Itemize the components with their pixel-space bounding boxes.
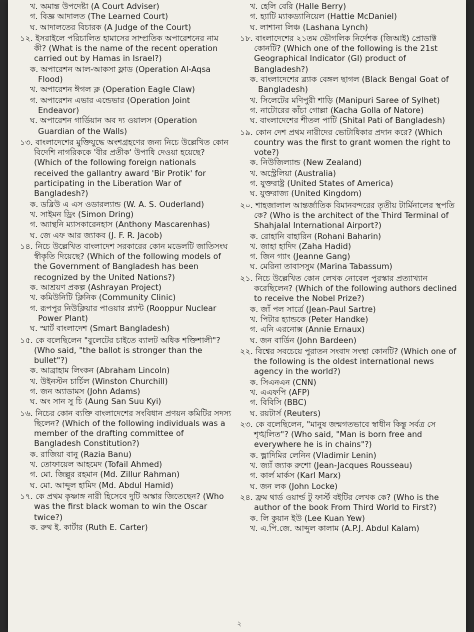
right-column	[240, 2, 458, 535]
question-block	[240, 493, 458, 534]
answer-option: ক. জাঁ পল সার্ত্রে (Jean-Paul Sartre)	[250, 304, 376, 314]
answer-option: ক. রোহানি বাহারিন (Rohani Baharin)	[250, 231, 382, 241]
answer-option: খ. সিলেটের মণিপুরী শাড়ি (Manipuri Saree of Sylhet)	[250, 95, 440, 105]
answer-option: খ. অমান্ত উপদেষ্টা (A Court Adviser)	[30, 2, 160, 11]
answer-option: ক. রাজিয়া বানু (Razia Banu)	[30, 449, 132, 459]
question-block	[240, 420, 458, 492]
answer-option: খ. হেলি বেরি (Halle Berry)	[250, 2, 347, 11]
answer-option: খ. পিটার হ্যান্ডকে (Peter Handke)	[250, 314, 369, 324]
answer-option: খ. তোফায়েল আহমেদ (Tofail Ahmed)	[30, 460, 163, 470]
answer-option: গ. জিন গ্যাং (Jeanne Gang)	[250, 252, 351, 262]
answer-option: ঘ. রয়টার্স (Reuters)	[250, 408, 321, 418]
exam-page	[8, 0, 466, 632]
answer-option: খ. অস্ট্রেলিয়া (Australia)	[250, 168, 337, 178]
question-block	[240, 347, 458, 419]
answer-option: ঘ. জন বার্ডিন (John Bardeen)	[250, 335, 357, 345]
answer-option: খ. অপারেশন ঈগল ক্ল (Operation Eagle Claw)	[30, 85, 196, 95]
question-block	[240, 34, 458, 127]
question-text: ২৪. ফ্রম থার্ড ওয়ার্ল্ড টু ফার্স্ট বইটির লেখক কে? (Who is the author of the book From Third World to First?)	[240, 492, 439, 513]
answer-option: ক. লি কুয়ান ইউ (Lee Kuan Yew)	[250, 513, 366, 523]
left-column	[20, 2, 232, 534]
answer-option: খ. জাহা হাদিদ (Zaha Hadid)	[250, 241, 352, 251]
question-block	[20, 2, 232, 33]
question-block	[240, 274, 458, 346]
question-text: ২৩. কে বলেছিলেন, "মানুষ জন্মগতভাবে স্বাধীন কিন্তু সর্বত্র সে শৃঙ্খলিত"? (Who said, "Man is born free and everywhere he is in chains"?)	[240, 419, 436, 450]
answer-option: ঘ. বাংলাদেশের শীতল পাটি (Shital Pati of Bangladesh)	[250, 116, 446, 126]
answer-option: গ. জন অ্যাডামস (John Adams)	[30, 386, 141, 396]
answer-option: খ. এ.পি.জে. আব্দুল কালাম (A.P.J. Abdul Kalam)	[250, 523, 420, 533]
answer-option: ঘ. মো. আব্দুল হামিদ (Md. Abdul Hamid)	[30, 480, 174, 490]
question-block	[240, 2, 458, 33]
question-text: ২২. বিশ্বের সবচেয়ে পুরাতন সংবাদ সংস্থা কোনটি? (Which one of the following is the oldest international news agency in the world?)	[240, 346, 457, 377]
question-text: ১৪. নিচে উল্লেখিত বাংলাদেশ সরকারের কোন মডেলটি জাতিসংঘ স্বীকৃতি দিয়েছে? (Which of the following models of the Government of Bangladesh has been recognized by the United Nations?)	[20, 241, 228, 282]
question-text: ১২. ইসরাইলে পরিচালিত হামাসের সাম্প্রতিক অপারেশনের নাম কী? (What is the name of the recent operation carried out by Hamas in Israel?)	[20, 33, 219, 64]
answer-option: ক. সিএনএন (CNN)	[250, 377, 317, 387]
answer-option: ঘ. স্মার্ট বাংলাদেশ (Smart Bangladesh)	[30, 324, 170, 334]
answer-option: গ. রূপপুর নিউক্লিয়ার পাওয়ার প্ল্যান্ট (Rooppur Nuclear Power Plant)	[30, 303, 217, 323]
question-block	[20, 138, 232, 241]
answer-option: খ. এএফপি (AFP)	[250, 387, 310, 397]
question-block	[240, 201, 458, 273]
answer-option: ঘ. যুক্তরাজ্য (United Kingdom)	[250, 189, 362, 199]
question-text: ২০. শাহজালাল আন্তর্জাতিক বিমানবন্দরের তৃতীয় টার্মিনালের স্থপতি কে? (Who is the architect of the Third Terminal of Shahjalal International Airport?)	[240, 200, 455, 231]
answer-option: গ. নাটোরের কাঁচা গোল্লা (Kacha Golla of Natore)	[250, 105, 424, 115]
answer-option: খ. উইনস্টন চার্চিল (Winston Churchill)	[30, 376, 168, 386]
answer-option: ক. রুথ ই. কার্টার (Ruth E. Carter)	[30, 522, 148, 532]
question-text: ১৮. বাংলাদেশের ২১তম ভৌগলিক নির্দেশক (জিআই) প্রোডাক্ট কোনটি? (Which one of the following is the 21st Geographical Indicator (GI) product of Bangladesh?)	[240, 33, 438, 74]
answer-option: খ. সাইমন ড্রিং (Simon Dring)	[30, 209, 134, 219]
answer-option: গ. যুক্তরাষ্ট্র (United States of America)	[250, 179, 394, 189]
answer-option: খ. জ্যাঁ জ্যাক রুশো (Jean-Jacques Rousseau)	[250, 461, 413, 471]
answer-option: ক. ডব্লিউ এ এস ওডারল্যান্ড (W. A. S. Ouderland)	[30, 199, 205, 209]
question-text: ১৯. কোন দেশ প্রথম নারীদের ভোটাধিকার প্রদান করে? (Which country was the first to grant women the right to vote?)	[240, 127, 451, 158]
question-text: ১৭. কে প্রথম কৃষ্ণাঙ্গ নারী হিসেবে দুটি অস্কার জিতেছেন? (Who was the first black woman to win the Oscar twice?)	[20, 491, 224, 522]
answer-option: গ. অপারেশন এভার এন্ডেভার (Operation Joint Endeavor)	[30, 95, 191, 115]
answer-option: ক. অপারেশন আল-আকসা ফ্লাড (Operation Al-Aqsa Flood)	[30, 64, 211, 85]
answer-option: ঘ. আদালতের বিচারক (A Judge of the Court)	[30, 22, 192, 32]
page-number: ২	[237, 620, 242, 628]
question-block	[20, 242, 232, 335]
answer-option: ক. ভ্লাদিমির লেনিন (Vladimir Lenin)	[250, 450, 377, 460]
question-text: ১৩. বাংলাদেশের মুক্তিযুদ্ধে অংশগ্রহণের জন্য নিচে উল্লেখিত কোন বিদেশি নাগরিককে 'বীর প্রতীক' উপাধি দেওয়া হয়েছে? (Which of the following foreign nationals received the gallantry award 'Bir Protik' for participating in the Liberation War of Bangladesh?)	[20, 137, 229, 199]
answer-option: খ. কমিউনিটি ক্লিনিক (Community Clinic)	[30, 293, 176, 303]
question-text: ১৬. নিচের কোন ব্যক্তি বাংলাদেশের সংবিধান প্রণয়ন কমিটির সদস্য ছিলেন? (Which of the following individuals was a member of the drafting committee of Bangladesh Constitution?)	[20, 408, 232, 449]
answer-option: ঘ. লাশানা লিঞ্চ (Lashana Lynch)	[250, 22, 369, 32]
answer-option: ক. আশ্রয়ণ প্রকল্প (Ashrayan Project)	[30, 283, 162, 293]
answer-option: গ. বিজ্ঞ আদালত (The Learned Court)	[30, 12, 169, 22]
answer-option: ঘ. অপারেশন গার্ডিয়ান অব দ্য ওয়ালস (Operation Guardian of the Walls)	[30, 116, 198, 136]
question-block	[20, 492, 232, 533]
question-block	[20, 409, 232, 491]
answer-option: ক. নিউজিল্যান্ড (New Zealand)	[250, 158, 362, 168]
answer-option: গ. হ্যাটি ম্যাকড্যানিয়েল (Hattie McDaniel)	[250, 12, 397, 22]
answer-option: গ. কার্ল মার্কস (Karl Marx)	[250, 471, 341, 481]
answer-option: ক. বাংলাদেশের ব্ল্যাক বেঙ্গল ছাগল (Black Bengal Goat of Bangladesh)	[250, 75, 449, 95]
answer-option: ঘ. জে এফ আর জ্যাকব (J. F. R. Jacob)	[30, 230, 163, 240]
question-block	[20, 336, 232, 408]
question-block	[240, 128, 458, 200]
answer-option: ক. আব্রাহাম লিংকন (Abraham Lincoln)	[30, 366, 170, 376]
answer-option: গ. অ্যান্থনি ম্যাসকারেনহাস (Anthony Mascarenhas)	[30, 220, 211, 230]
question-text: ২১. নিচে উল্লেখিত কোন লেখক নোবেল পুরস্কার প্রত্যাখ্যান করেছিলেন? (Which of the following authors declined to receive the Nobel Prize?)	[240, 273, 457, 304]
answer-option: গ. বিবিসি (BBC)	[250, 398, 307, 408]
answer-option: ঘ. জন লক (John Locke)	[250, 481, 338, 491]
answer-option: গ. এনি এরনোক্স (Annie Ernaux)	[250, 325, 365, 335]
question-text: ১৫. কে বলেছিলেন "বুলেটের চাইতে ব্যালট অধিক শক্তিশালী"? (Who said, "the ballot is stronger than the bullet"?)	[20, 335, 221, 366]
answer-option: ঘ. অং সান সু চি (Aung San Suu Kyi)	[30, 397, 162, 407]
answer-option: ঘ. মেরিনা তাবাসসুম (Marina Tabassum)	[250, 262, 393, 272]
question-block	[20, 34, 232, 137]
answer-option: গ. মো. জিল্লুর রহমান (Md. Zillur Rahman)	[30, 470, 180, 480]
